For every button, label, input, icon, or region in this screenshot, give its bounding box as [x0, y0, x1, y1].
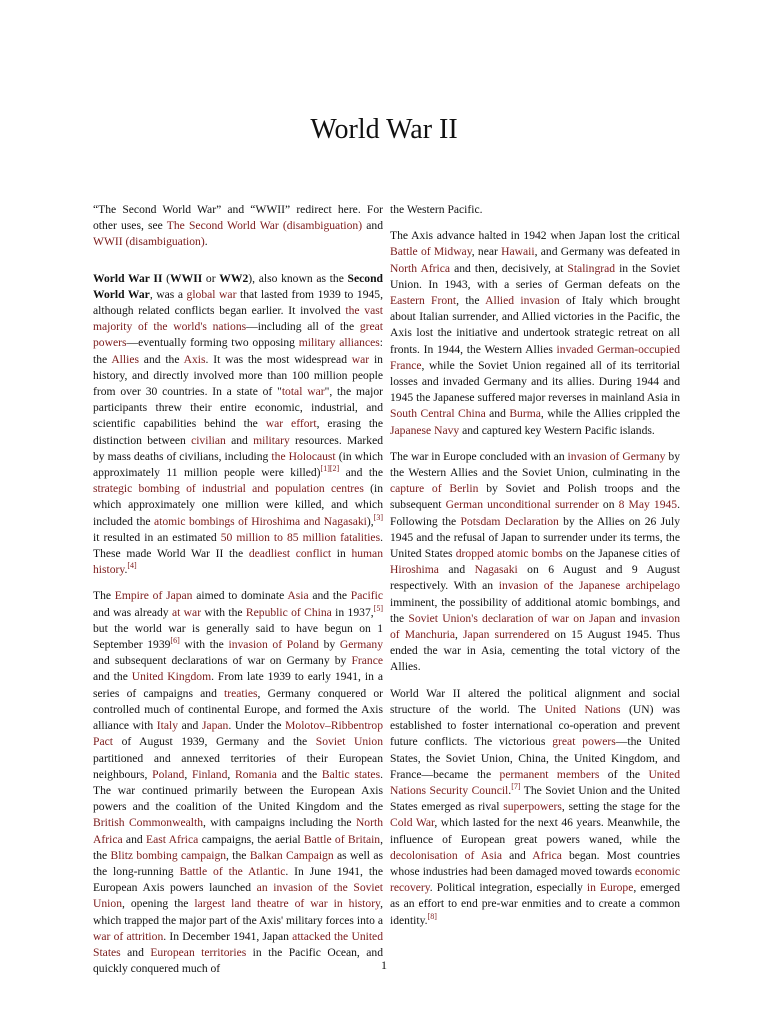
link-attacked-the-united-states[interactable]: attacked the United States — [93, 929, 384, 959]
link-invasion-of-the-japanese-archipelago[interactable]: invasion of the Japanese archipelago — [498, 579, 680, 593]
link-invasion-of-manchuria[interactable]: invasion of Manchuria — [390, 611, 680, 642]
text-run: and the — [93, 670, 132, 684]
link-north-africa[interactable]: North Africa — [390, 261, 451, 275]
link-treaties[interactable]: treaties — [224, 686, 258, 700]
link-invaded-german-occupied-france[interactable]: invaded German-occupied France — [390, 342, 680, 372]
link-war-effort[interactable]: war effort — [265, 417, 317, 431]
link-allied-invasion[interactable]: Allied invasion — [485, 294, 560, 308]
text-run: with the — [179, 638, 229, 652]
left-column — [93, 202, 383, 987]
link-stalingrad[interactable]: Stalingrad — [567, 261, 616, 275]
link-united-nations-security-council[interactable]: United Nations Security Council — [390, 767, 680, 797]
text-run: (in which approximately 11 million people were killed) — [93, 449, 384, 480]
text-run: . From late 1939 to early 1941, in a series of campaigns and — [93, 670, 383, 700]
text-run: on — [598, 498, 619, 512]
link-pacific[interactable]: Pacific — [350, 589, 383, 603]
text-run: by — [318, 638, 340, 652]
link-the-holocaust[interactable]: the Holocaust — [271, 449, 336, 463]
text-run: in 1937, — [331, 605, 374, 619]
link-military[interactable]: military — [253, 433, 290, 447]
text-run: —including all of the — [246, 320, 360, 334]
text-run: . In June 1941, the European Axis powers launched — [93, 864, 383, 895]
link-wwii-disambiguation[interactable]: WWII (disambiguation) — [93, 235, 205, 249]
link-strategic-bombing-of-industrial-and-popu[interactable]: strategic bombing of industrial and population centres — [93, 482, 364, 496]
text-run: . Political integration, especially — [429, 881, 587, 895]
text-run: , emerged as an effort to end pre-war enmities and to create a common identity. — [390, 881, 680, 927]
text-run: —the United States, the Soviet Union, China, the United Kingdom, and France—became the — [390, 735, 680, 781]
text-run: campaigns, the aerial — [198, 832, 304, 846]
text-run: “The Second World War” and “WWII” redirect here. For other uses, see — [93, 203, 383, 233]
text-run: with the — [201, 605, 246, 619]
citation-link[interactable]: [8] — [427, 911, 437, 921]
link-economic-recovery[interactable]: economic recovery — [390, 864, 680, 895]
paragraph-intro — [93, 271, 383, 579]
link-hawaii[interactable]: Hawaii — [501, 245, 535, 259]
link-hiroshima[interactable]: Hiroshima — [390, 563, 439, 577]
text-run: of the — [599, 767, 649, 781]
link-invasion-of-poland[interactable]: invasion of Poland — [228, 638, 319, 652]
link-france[interactable]: France — [351, 654, 383, 668]
text-run: , the — [93, 832, 384, 862]
citation-link[interactable]: [3] — [373, 512, 383, 522]
text-run: by Soviet and Polish troops and the subsequent — [390, 482, 681, 512]
text-run: —eventually forming two opposing — [126, 336, 299, 350]
text-run: , while the Allies crippled the — [540, 407, 680, 421]
link-poland[interactable]: Poland — [152, 767, 185, 781]
citation-link[interactable]: [7] — [511, 782, 521, 792]
link-british-commonwealth[interactable]: British Commonwealth — [93, 816, 204, 830]
link-the-second-world-war-disambiguation[interactable]: The Second World War (disambiguation) — [166, 219, 363, 233]
text-run: by the Allies on 26 July 1945 and the refusal of Japan to surrender under its terms, the United States — [390, 514, 680, 561]
text-run: . It was the most widespread — [205, 352, 352, 366]
citation-link[interactable]: [6] — [170, 636, 180, 646]
text-run: and then, decisively, at — [450, 261, 568, 275]
text-run: , the — [456, 294, 486, 308]
link-burma[interactable]: Burma — [509, 407, 541, 421]
link-empire-of-japan[interactable]: Empire of Japan — [114, 589, 193, 603]
paragraph-para-empire — [93, 588, 383, 977]
text-run: on 6 August and 9 August respectively. With an — [390, 563, 680, 593]
link-war[interactable]: war — [351, 352, 370, 366]
text-run: ), — [366, 514, 374, 528]
link-japanese-navy[interactable]: Japanese Navy — [390, 423, 460, 437]
link-molotov-ribbentrop-pact[interactable]: Molotov–Ribbentrop Pact — [93, 719, 383, 749]
text-run: , which lasted for the next 46 years. Meanwhile, the influence of European great powers waned, while the — [390, 816, 680, 846]
link-atomic-bombings-of-hiroshima-and-nagasak[interactable]: atomic bombings of Hiroshima and Nagasaki — [153, 514, 367, 528]
link-soviet-union-s-declaration-of-war-on-jap[interactable]: Soviet Union's declaration of war on Japan — [408, 611, 616, 625]
link-military-alliances[interactable]: military alliances — [298, 336, 380, 350]
paragraph-para-europe-end — [390, 449, 680, 676]
text-run: in history, and directly involved more than 100 million people from over 30 countries. In a state of " — [93, 352, 383, 399]
link-an-invasion-of-the-soviet-union[interactable]: an invasion of the Soviet Union — [93, 881, 384, 911]
link-axis[interactable]: Axis — [183, 352, 206, 366]
text-run: aimed to dominate — [192, 589, 288, 603]
text-run: ", the major participants threw their entire economic, industrial, and scientific capabilities behind the — [93, 385, 383, 431]
text-run: , while the Soviet Union regained all of its territorial losses and invaded Germany and its allies. During 1944 and 1945 the Japanese suffered major reverses in mainland Asia in — [390, 358, 680, 405]
text-run: or — [202, 271, 220, 285]
text-run: resources. Marked by mass deaths of civilians, including — [93, 433, 384, 463]
link-finland[interactable]: Finland — [191, 767, 228, 781]
link-romania[interactable]: Romania — [235, 767, 277, 781]
link-largest-land-theatre-of-war-in-history[interactable]: largest land theatre of war in history — [194, 897, 381, 911]
link-japan[interactable]: Japan — [201, 719, 229, 733]
link-8-may-1945[interactable]: 8 May 1945 — [618, 498, 678, 512]
paragraph-para-continued — [390, 202, 680, 218]
link-baltic-states[interactable]: Baltic states — [321, 767, 381, 781]
page-title: World War II — [310, 114, 458, 145]
text-run: and the — [308, 589, 351, 603]
link-permanent-members[interactable]: permanent members — [499, 767, 600, 781]
link-cold-war[interactable]: Cold War — [390, 816, 435, 830]
text-run: and — [120, 945, 151, 959]
text-run: began. Most countries whose industries had been damaged moved towards — [390, 848, 680, 878]
link-civilian[interactable]: civilian — [191, 433, 226, 447]
text-run: and the — [276, 767, 322, 781]
link-superpowers[interactable]: superpowers — [503, 800, 562, 814]
text-run: . In December 1941, Japan — [163, 929, 293, 943]
text-run: it resulted in an estimated — [93, 530, 221, 544]
link-german-unconditional-surrender[interactable]: German unconditional surrender — [445, 498, 599, 512]
link-blitz-bombing-campaign[interactable]: Blitz bombing campaign — [110, 848, 227, 862]
text-run: The Axis advance halted in 1942 when Japan lost the critical — [390, 229, 680, 243]
text-run: imminent, the possibility of additional atomic bombings, and the — [390, 595, 680, 625]
text-run: . — [204, 235, 208, 249]
link-germany[interactable]: Germany — [339, 638, 383, 652]
link-battle-of-midway[interactable]: Battle of Midway — [390, 245, 472, 259]
text-run: and subsequent declarations of war on Germany by — [93, 654, 352, 668]
text-run: and — [502, 848, 533, 862]
text-run: and — [485, 407, 510, 421]
text-run: , Germany conquered or controlled much of continental Europe, and formed the Axis alliance with — [93, 686, 384, 733]
text-run: in the Soviet Union. In 1943, with a series of German defeats on the — [390, 261, 680, 291]
link-republic-of-china[interactable]: Republic of China — [245, 605, 332, 619]
text-run: The Soviet Union and the United States emerged as rival — [390, 783, 680, 814]
text-run: , and Germany was defeated in — [534, 245, 680, 259]
text-run: , the — [226, 848, 250, 862]
text-run: , setting the stage for the — [561, 800, 680, 814]
link-potsdam-declaration[interactable]: Potsdam Declaration — [460, 514, 559, 528]
paragraph-para-axis-advance — [390, 228, 680, 439]
text-run: . These made World War II the — [93, 530, 383, 561]
text-run: , was a — [149, 287, 187, 301]
text-run: on 15 August 1945. Thus ended the war in Asia, cementing the total victory of the Allies. — [390, 628, 681, 674]
link-balkan-campaign[interactable]: Balkan Campaign — [249, 848, 334, 862]
text-run: and was already — [93, 605, 172, 619]
bold-term: Second World War — [93, 271, 383, 301]
link-eastern-front[interactable]: Eastern Front — [390, 294, 457, 308]
link-africa[interactable]: Africa — [532, 848, 562, 862]
bold-term: World War II — [93, 271, 163, 285]
citation-link[interactable]: [5] — [373, 603, 383, 613]
text-run: The war in Europe concluded with an — [390, 449, 568, 463]
link-north-africa[interactable]: North Africa — [93, 816, 383, 846]
text-run: The — [93, 589, 115, 603]
link-great-powers[interactable]: great powers — [93, 320, 383, 350]
text-run: , opening the — [121, 897, 195, 911]
text-run: that lasted from 1939 to 1945, although related conflicts began earlier. It involved — [93, 287, 383, 318]
text-run: and — [438, 563, 475, 577]
link-decolonisation-of-asia[interactable]: decolonisation of Asia — [390, 848, 503, 862]
text-run: and the — [139, 352, 184, 366]
text-run: ), also known as the — [248, 271, 348, 285]
link-great-powers[interactable]: great powers — [552, 735, 616, 749]
text-run: . Following the — [390, 498, 681, 528]
text-run: of Italy which brought about Italian surrender, and Allied victories in the Pacific, the Axis lost the initiative and undertook strategic retreat on all fronts. In 1944, the Western Allies — [390, 294, 680, 356]
text-run: , erasing the distinction between — [93, 417, 383, 447]
link-allies[interactable]: Allies — [111, 352, 140, 366]
text-run: , with campaigns including the — [203, 816, 356, 830]
link-capture-of-berlin[interactable]: capture of Berlin — [390, 482, 479, 496]
link-south-central-china[interactable]: South Central China — [390, 407, 486, 421]
link-east-africa[interactable]: East Africa — [146, 832, 199, 846]
link-italy[interactable]: Italy — [156, 719, 179, 733]
text-run: (UN) was established to foster international co-operation and prevent future conflicts. The victorious — [390, 702, 680, 749]
text-run: , near — [471, 245, 502, 259]
link-total-war[interactable]: total war — [281, 385, 325, 399]
text-run: and — [178, 719, 202, 733]
text-run: , — [227, 767, 236, 781]
text-run: ( — [162, 271, 171, 285]
link-50-million-to-85-million-fatalities[interactable]: 50 million to 85 million fatalities — [220, 530, 381, 544]
citation-link[interactable]: [1][2] — [320, 464, 340, 474]
citation-link[interactable]: [4] — [127, 561, 137, 571]
link-the-vast-majority-of-the-world-s-nations[interactable]: the vast majority of the world's nations — [93, 304, 383, 334]
link-dropped-atomic-bombs[interactable]: dropped atomic bombs — [455, 547, 563, 561]
link-battle-of-the-atlantic[interactable]: Battle of the Atlantic — [179, 864, 286, 878]
text-run: partitioned and annexed territories of their European neighbours, — [93, 751, 383, 781]
link-nagasaki[interactable]: Nagasaki — [474, 563, 518, 577]
link-soviet-union[interactable]: Soviet Union — [315, 735, 383, 749]
link-deadliest-conflict[interactable]: deadliest conflict — [248, 547, 332, 561]
text-run: . — [124, 563, 128, 577]
link-battle-of-britain[interactable]: Battle of Britain — [303, 832, 381, 846]
text-run: . Under the — [228, 719, 286, 733]
link-japan-surrendered[interactable]: Japan surrendered — [463, 628, 550, 642]
page-number: 1 — [381, 958, 387, 972]
paragraph-hatnote — [93, 202, 383, 251]
link-in-europe[interactable]: in Europe — [586, 881, 634, 895]
bold-term: WWII — [170, 271, 203, 285]
link-asia[interactable]: Asia — [287, 589, 309, 603]
text-run: . — [508, 783, 512, 797]
text-run: , — [184, 767, 192, 781]
text-run: in — [331, 547, 352, 561]
bold-term: WW2 — [219, 271, 249, 285]
text-run: on the Japanese cities of — [562, 547, 681, 561]
text-run: as well as the long-running — [93, 848, 383, 878]
paragraph-para-aftermath — [390, 686, 680, 929]
text-run: in the Pacific Ocean, and quickly conquered much of — [93, 945, 383, 976]
text-run: and — [225, 433, 254, 447]
text-run: World War II altered the political alignment and social structure of the world. The — [390, 686, 680, 716]
link-invasion-of-germany[interactable]: invasion of Germany — [567, 449, 666, 463]
text-run: and captured key Western Pacific islands. — [459, 423, 655, 437]
text-run: and — [362, 219, 383, 233]
text-run: , — [455, 628, 464, 642]
text-run: , which trapped the major part of the Axis' military forces into a — [93, 897, 384, 927]
link-global-war[interactable]: global war — [186, 287, 237, 301]
text-run: : the — [93, 336, 384, 366]
text-run: but the world war is generally said to have begun on 1 September 1939 — [93, 621, 383, 652]
link-united-nations[interactable]: United Nations — [544, 702, 621, 716]
text-run: by the Western Allies and the Soviet Union, culminating in the — [390, 449, 680, 480]
text-run: the Western Pacific. — [390, 203, 483, 216]
text-run: and — [122, 832, 146, 846]
link-european-territories[interactable]: European territories — [150, 945, 247, 959]
link-at-war[interactable]: at war — [171, 605, 202, 619]
text-run: and the — [339, 466, 383, 480]
link-war-of-attrition[interactable]: war of attrition — [93, 929, 164, 943]
text-run: (in which approximately one million were killed, and which included the — [93, 482, 383, 528]
link-human-history[interactable]: human history — [93, 547, 383, 577]
text-run: . The war continued primarily between the European Axis powers and the coalition of the United Kingdom and the — [93, 767, 383, 814]
right-column — [390, 202, 680, 939]
text-run: of August 1939, Germany and the — [112, 735, 316, 749]
text-run: and — [615, 611, 641, 625]
link-united-kingdom[interactable]: United Kingdom — [131, 670, 212, 684]
